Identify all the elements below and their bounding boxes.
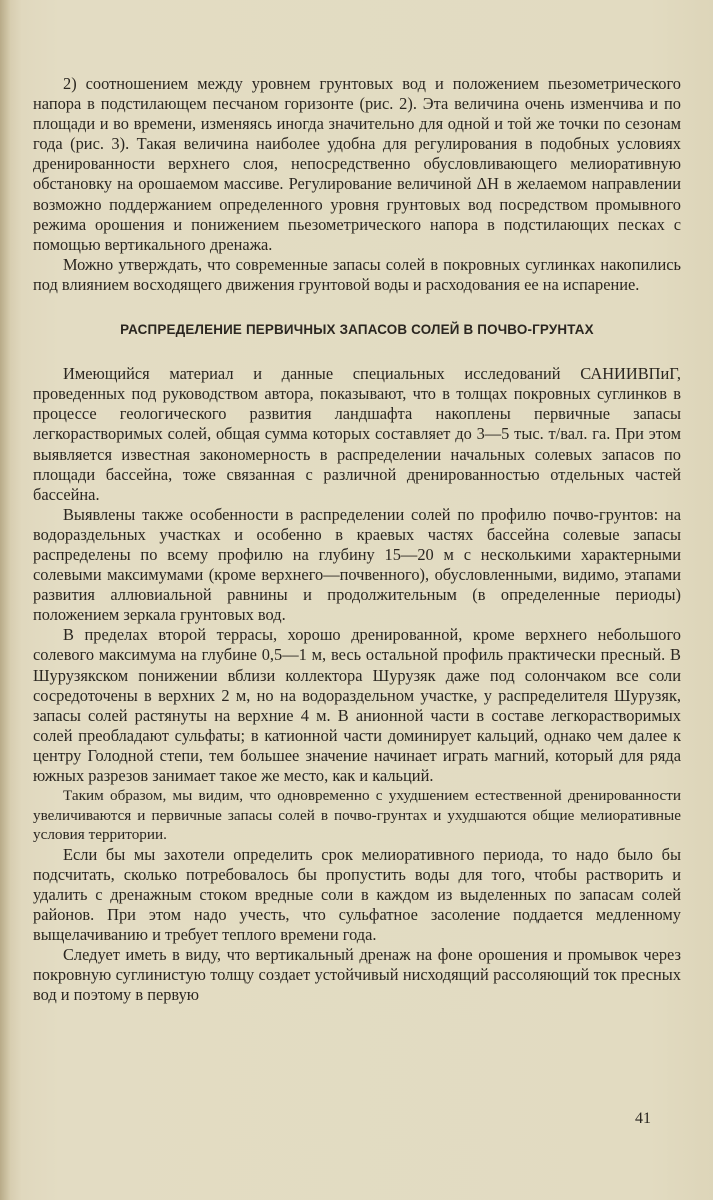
page-binding-shadow bbox=[0, 0, 10, 1200]
paragraph-small-print: Таким образом, мы видим, что одновременно с ухудшением естественной дренированности увеличиваются и первичные запасы солей в почво-грунтах и ухудшаются общие мелиоративные условия территории. bbox=[33, 787, 681, 844]
paragraph: В пределах второй террасы, хорошо дренированной, кроме верхнего небольшого солевого максимума на глубине 0,5—1 м, весь остальной профиль практически пресный. В Шурузякском понижении вблизи коллектора Шурузяк даже под солончаком все соли сосредоточены в верхних 2 м, но на водораздельном участке, у распределителя Шурузяк, запасы солей растянуты на верхние 4 м. В анионной части в составе легкорастворимых солей преобладают сульфаты; в катионной части доминирует кальций, однако чем далее к центру Голодной степи, тем большее значение начинает играть магний, который для ряда южных разрезов занимает такое же место, как и кальций. bbox=[33, 625, 681, 785]
paragraph: Если бы мы захотели определить срок мелиоративного периода, то надо было бы подсчитать, сколько потребовалось бы пропустить воды для того, чтобы растворить и удалить с дренажным стоком вредные соли в каждом из выделенных по запасам солей районов. При этом надо учесть, что сульфатное засоление поддается медленному выщелачиванию и требует теплого времени года. bbox=[33, 844, 681, 944]
paragraph: 2) соотношением между уровнем грунтовых вод и положением пьезометрического напора в подстилающем песчаном горизонте (рис. 2). Эта величина очень изменчива и по площади и во времени, изменяясь иногда значительно для одной и той же точки по сезонам года (рис. 3). Такая величина наиболее удобна для регулирования в подобных условиях дренированности верхнего слоя, непосредственно обусловливающего мелиоративную обстановку на орошаемом массиве. Регулирование величиной ΔH в желаемом направлении возможно поддержанием определенного уровня грунтовых вод посредством промывного режима орошения и понижением пьезометрического напора в подстилающих песках с помощью вертикального дренажа. bbox=[33, 74, 681, 254]
paragraph: Выявлены также особенности в распределении солей по профилю почво-грунтов: на водораздельных участках и особенно в краевых частях бассейна солевые запасы распределены по всему профилю на глубину 15—20 м с несколькими характерными солевыми максимумами (кроме верхнего—почвенного), обусловленными, видимо, этапами развития аллювиальной равнины и продолжительным (в определенные периоды) положением зеркала грунтовых вод. bbox=[33, 504, 681, 625]
paragraph: Имеющийся материал и данные специальных исследований САНИИВПиГ, проведенных под руководством автора, показывают, что в толщах покровных суглинков в процессе геологического развития ландшафта накоплены первичные запасы легкорастворимых солей, общая сумма которых составляет до 3—5 тыс. т/вал. га. При этом выявляется известная закономерность в распределении начальных солевых запасов по площади бассейна, тоже связанная с различной дренированностью отдельных частей бассейна. bbox=[33, 364, 681, 504]
text-body bbox=[33, 74, 681, 1005]
section-heading: РАСПРЕДЕЛЕНИЕ ПЕРВИЧНЫХ ЗАПАСОВ СОЛЕЙ В ПОЧВО-ГРУНТАХ bbox=[120, 322, 594, 338]
paragraph: Следует иметь в виду, что вертикальный дренаж на фоне орошения и промывок через покровную суглинистую толщу создает устойчивый нисходящий рассоляющий ток пресных вод и поэтому в первую bbox=[33, 945, 681, 1005]
paragraph: Можно утверждать, что современные запасы солей в покровных суглинках накопились под влиянием восходящего движения грунтовой воды и расходования ее на испарение. bbox=[33, 254, 681, 294]
page-number: 41 bbox=[635, 1110, 651, 1127]
